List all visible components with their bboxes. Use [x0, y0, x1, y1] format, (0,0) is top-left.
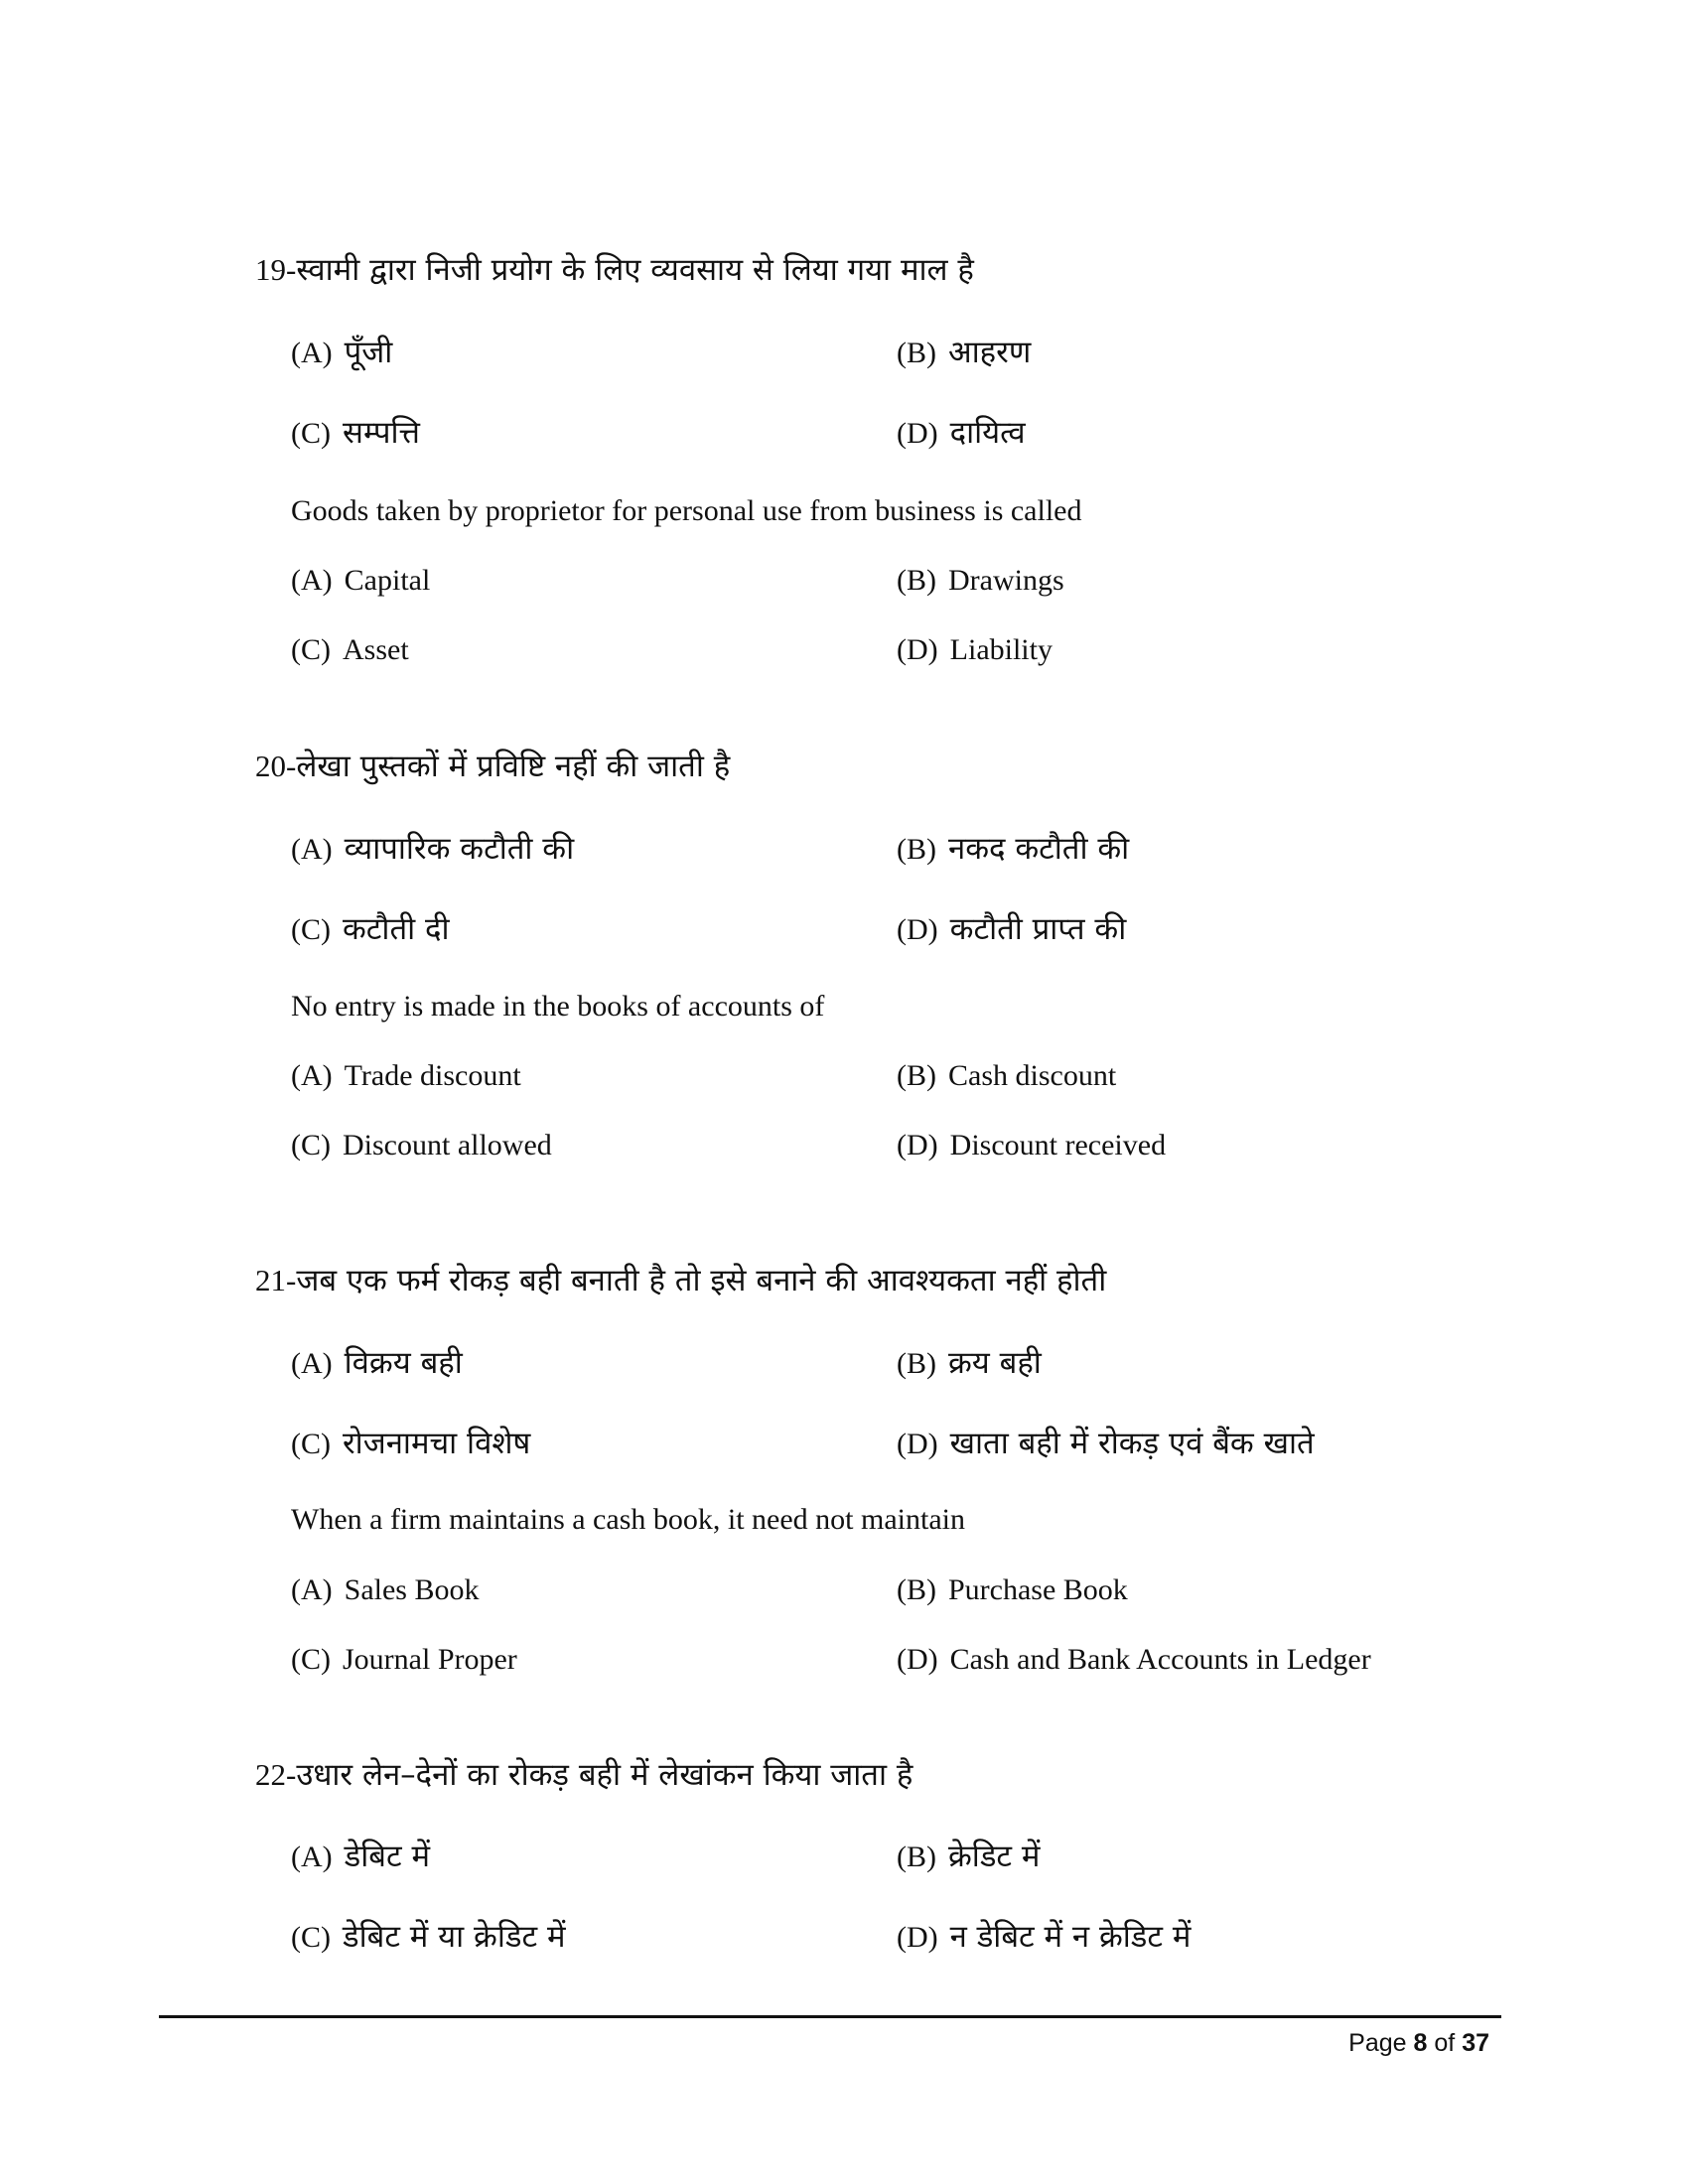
question-20-english: No entry is made in the books of accounts of [291, 990, 825, 1023]
option-b-english: (B) Cash discount [897, 1059, 1117, 1092]
page-label: Page [1348, 2029, 1407, 2057]
option-b-hindi: (B) क्रय बही [897, 1345, 1042, 1381]
question-20-hindi [255, 747, 730, 786]
option-c-hindi: (C) रोजनामचा विशेष [291, 1426, 531, 1461]
question-19-hindi [255, 250, 974, 290]
question-21-hindi [255, 1261, 1106, 1300]
option-d-english: (D) Cash and Bank Accounts in Ledger [897, 1643, 1371, 1676]
question-19-english: Goods taken by proprietor for personal use from business is called [291, 494, 1082, 527]
option-a-english: (A) Sales Book [291, 1573, 480, 1606]
page-number [1348, 2027, 1489, 2059]
option-c-english: (C) Journal Proper [291, 1643, 517, 1676]
option-b-hindi: (B) नकद कटौती की [897, 831, 1130, 867]
option-d-hindi: (D) खाता बही में रोकड़ एवं बैंक खाते [897, 1426, 1315, 1461]
footer-divider [159, 2015, 1501, 2018]
option-d-english: (D) Liability [897, 633, 1053, 666]
option-b-english: (B) Drawings [897, 564, 1064, 597]
question-number: 19- [255, 252, 297, 287]
question-number: 20- [255, 749, 297, 783]
option-b-hindi: (B) आहरण [897, 335, 1032, 370]
option-d-english: (D) Discount received [897, 1129, 1167, 1161]
option-d-hindi: (D) न डेबिट में न क्रेडिट में [897, 1919, 1192, 1955]
option-a-hindi: (A) विक्रय बही [291, 1345, 463, 1381]
question-21-english: When a firm maintains a cash book, it need not maintain [291, 1503, 965, 1536]
option-b-hindi: (B) क्रेडिट में [897, 1839, 1041, 1874]
option-a-hindi: (A) व्यापारिक कटौती की [291, 831, 575, 867]
option-c-hindi: (C) कटौती दी [291, 911, 450, 947]
question-number: 21- [255, 1263, 297, 1297]
question-text: लेखा पुस्तकों में प्रविष्टि नहीं की जाती है [296, 749, 731, 784]
question-text: उधार लेन–देनों का रोकड़ बही में लेखांकन किया जाता है [296, 1757, 914, 1793]
option-c-english: (C) Asset [291, 633, 409, 666]
option-a-english: (A) Capital [291, 564, 431, 597]
question-number: 22- [255, 1757, 297, 1792]
option-d-hindi: (D) कटौती प्राप्त की [897, 911, 1127, 947]
total-pages: 37 [1462, 2029, 1489, 2057]
option-c-english: (C) Discount allowed [291, 1129, 552, 1161]
option-c-hindi: (C) डेबिट में या क्रेडिट में [291, 1919, 566, 1955]
option-d-hindi: (D) दायित्व [897, 415, 1026, 451]
option-b-english: (B) Purchase Book [897, 1573, 1128, 1606]
option-c-hindi: (C) सम्पत्ति [291, 415, 420, 451]
option-a-hindi: (A) पूँजी [291, 335, 393, 370]
question-text: स्वामी द्वारा निजी प्रयोग के लिए व्यवसाय से लिया गया माल है [296, 252, 974, 288]
option-a-english: (A) Trade discount [291, 1059, 521, 1092]
current-page: 8 [1413, 2029, 1428, 2057]
question-text: जब एक फर्म रोकड़ बही बनाती है तो इसे बनाने की आवश्यकता नहीं होती [296, 1263, 1107, 1298]
question-22-hindi [255, 1755, 913, 1795]
of-label: of [1434, 2029, 1456, 2057]
option-a-hindi: (A) डेबिट में [291, 1839, 430, 1874]
